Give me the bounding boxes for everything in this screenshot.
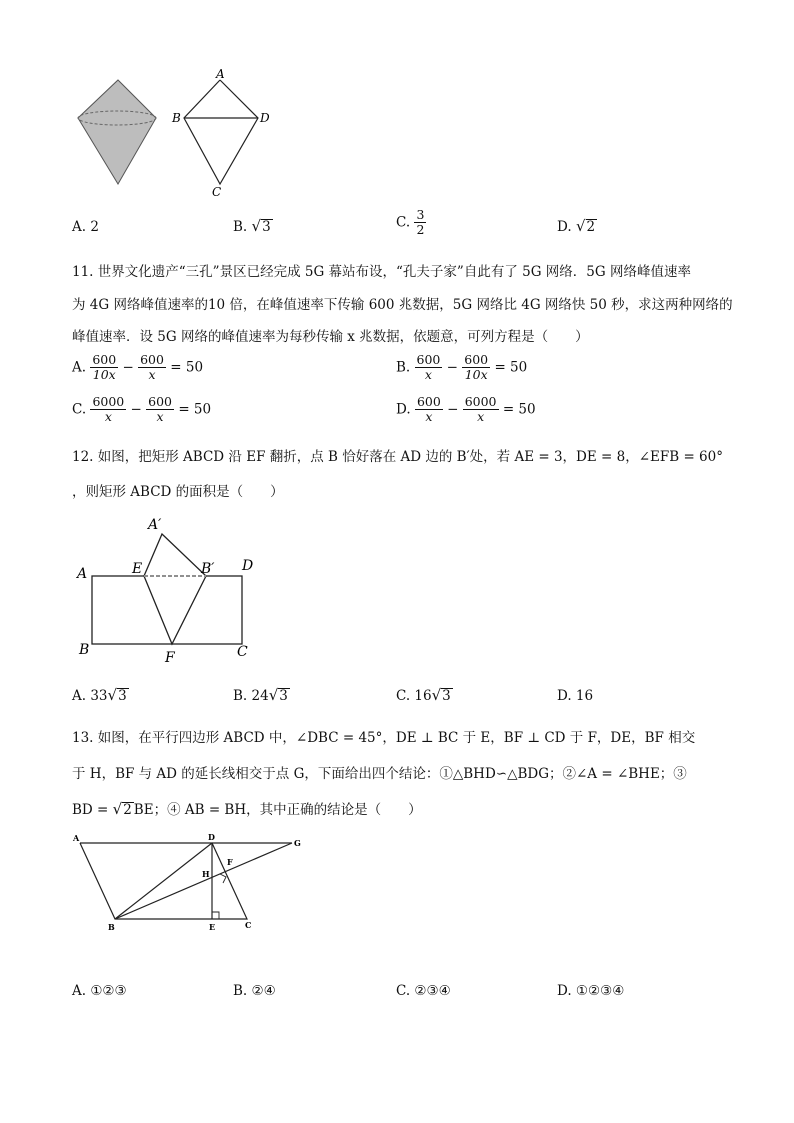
- denominator: x: [425, 409, 433, 424]
- q11-option-b-frac-2: [462, 353, 490, 382]
- q13-option-b[interactable]: B. ②④: [233, 983, 276, 999]
- denominator: x: [156, 409, 164, 424]
- radicand: 3: [442, 688, 451, 704]
- q10-solid-figure: [70, 76, 165, 188]
- q11-line-2: 为 4G 网络峰值速率的10 倍，在峰值速率下传输 600 兆数据，5G 网络比 4G 网络快 50 秒，求这两种网络的: [72, 297, 733, 313]
- equals-rhs: = 50: [178, 401, 212, 418]
- q11-option-b-frac-1: [415, 353, 443, 382]
- radical-icon: √: [575, 217, 586, 235]
- q11-option-b-label: B.: [396, 359, 411, 376]
- q13-label-a: A: [73, 833, 80, 843]
- q12-label-c: C: [237, 644, 248, 660]
- equals-rhs: = 50: [502, 401, 536, 418]
- q11-option-d-frac-1: [415, 395, 443, 424]
- denominator: x: [148, 367, 156, 382]
- q10-option-c-fraction: [414, 208, 426, 237]
- q13-option-d[interactable]: D. ①②③④: [557, 983, 625, 999]
- radicand: 3: [279, 688, 288, 704]
- q13-label-b: B: [108, 922, 115, 932]
- q11-option-b[interactable]: [396, 353, 527, 382]
- q12-label-a-prime: A′: [148, 517, 162, 533]
- q11-option-a-label: A.: [72, 359, 87, 376]
- q11-option-d[interactable]: [396, 395, 536, 424]
- q11-option-d-label: D.: [396, 401, 411, 418]
- q10-option-a[interactable]: A. 2: [72, 219, 99, 235]
- radicand: 3: [118, 688, 127, 704]
- denominator: x: [424, 367, 432, 382]
- minus-sign: −: [122, 359, 134, 376]
- q12-label-b-prime: B′: [201, 561, 215, 577]
- q11-option-d-frac-2: [463, 395, 499, 424]
- denominator: x: [477, 409, 485, 424]
- q11-line-3: 峰值速率．设 5G 网络的峰值速率为每秒传输 x 兆数据，依题意，可列方程是（ ）: [72, 329, 589, 345]
- q13-line-3-end: BE；④ AB = BH，其中正确的结论是（ ）: [133, 802, 422, 818]
- denominator: 10x: [92, 367, 116, 382]
- q13-option-c[interactable]: C. ②③④: [396, 983, 451, 999]
- q12-line-1: 12. 如图，把矩形 ABCD 沿 EF 翻折，点 B 恰好落在 AD 边的 B′处，若 AE = 3，DE = 8，∠EFB = 60°: [72, 449, 723, 465]
- minus-sign: −: [446, 359, 458, 376]
- numerator: 600: [92, 352, 117, 367]
- radical-icon: √: [112, 800, 123, 818]
- radical-icon: √: [251, 217, 262, 235]
- q13-line-1: 13. 如图，在平行四边形 ABCD 中，∠DBC = 45°，DE ⊥ BC 于 E，BF ⊥ CD 于 F，DE，BF 相交: [72, 730, 696, 746]
- q10-option-b[interactable]: [233, 217, 273, 235]
- q10-label-c: C: [212, 185, 222, 199]
- q10-option-c[interactable]: [396, 208, 426, 237]
- q11-option-c-frac-1: [90, 395, 126, 424]
- q12-option-d[interactable]: D. 16: [557, 688, 594, 704]
- denominator: 10x: [464, 367, 488, 382]
- numerator: 600: [148, 394, 173, 409]
- q13-line-2: 于 H，BF 与 AD 的延长线相交于点 G，下面给出四个结论：①△BHD∽△BDG；②∠A = ∠BHE；③: [72, 766, 687, 782]
- q10-option-b-label: B.: [233, 219, 248, 235]
- q11-option-a-frac-1: [90, 353, 118, 382]
- q11-option-c[interactable]: [72, 395, 211, 424]
- q11-option-a[interactable]: [72, 353, 203, 382]
- q12-label-b: B: [79, 642, 90, 658]
- q11-option-a-frac-2: [138, 353, 166, 382]
- q10-label-b: B: [172, 111, 181, 125]
- q13-label-d: D: [208, 832, 215, 842]
- q10-option-d[interactable]: [557, 217, 597, 235]
- numerator: 600: [416, 352, 441, 367]
- q12-label-f: F: [165, 650, 175, 666]
- q13-figure: [72, 830, 312, 935]
- q13-label-g: G: [294, 838, 301, 848]
- q13-label-f: F: [227, 857, 233, 867]
- q12-label-a: A: [77, 566, 88, 582]
- q12-option-c[interactable]: [396, 686, 453, 704]
- minus-sign: −: [130, 401, 142, 418]
- denominator: x: [104, 409, 112, 424]
- q10-option-d-label: D.: [557, 219, 572, 235]
- q13-label-c: C: [245, 920, 252, 930]
- q10-option-c-den: 2: [416, 222, 425, 237]
- q11-line-1: 11. 世界文化遗产“三孔”景区已经完成 5G 幕站布设，“孔夫子家”自此有了 5G 网络．5G 网络峰值速率: [72, 264, 691, 280]
- radical-icon: √: [107, 686, 118, 704]
- q13-line-3: [72, 800, 422, 819]
- equals-rhs: = 50: [170, 359, 204, 376]
- q13-option-a[interactable]: A. ①②③: [72, 983, 127, 999]
- q12-option-c-label: C. 16: [396, 688, 432, 704]
- radicand: 2: [123, 802, 132, 818]
- q10-plane-figure: [170, 66, 280, 200]
- q13-label-e: E: [209, 922, 216, 932]
- q10-label-a: A: [216, 67, 225, 81]
- radical-icon: √: [268, 686, 279, 704]
- numerator: 6000: [92, 394, 125, 409]
- q10-option-c-label: C.: [396, 214, 411, 231]
- q12-label-d: D: [242, 558, 254, 574]
- q12-option-b-label: B. 24: [233, 688, 269, 704]
- q13-line-3-start: BD =: [72, 802, 113, 818]
- numerator: 600: [464, 352, 489, 367]
- q10-option-d-radicand: 2: [586, 219, 596, 235]
- numerator: 600: [140, 352, 164, 367]
- minus-sign: −: [447, 401, 459, 418]
- q12-line-2: ，则矩形 ABCD 的面积是（ ）: [72, 484, 284, 500]
- q12-figure: [72, 512, 272, 667]
- q12-label-e: E: [132, 561, 143, 577]
- q12-option-a[interactable]: [72, 686, 129, 704]
- numerator: 6000: [464, 394, 497, 409]
- q11-option-c-frac-2: [146, 395, 174, 424]
- q10-option-c-num: 3: [416, 207, 425, 222]
- q12-option-a-label: A. 33: [72, 688, 108, 704]
- q11-option-c-label: C.: [72, 401, 87, 418]
- radical-icon: √: [431, 686, 442, 704]
- q12-option-b[interactable]: [233, 686, 290, 704]
- q10-option-b-radicand: 3: [262, 219, 271, 235]
- q10-label-d: D: [260, 111, 270, 125]
- numerator: 600: [416, 394, 441, 409]
- equals-rhs: = 50: [494, 359, 528, 376]
- q13-label-h: H: [202, 869, 210, 879]
